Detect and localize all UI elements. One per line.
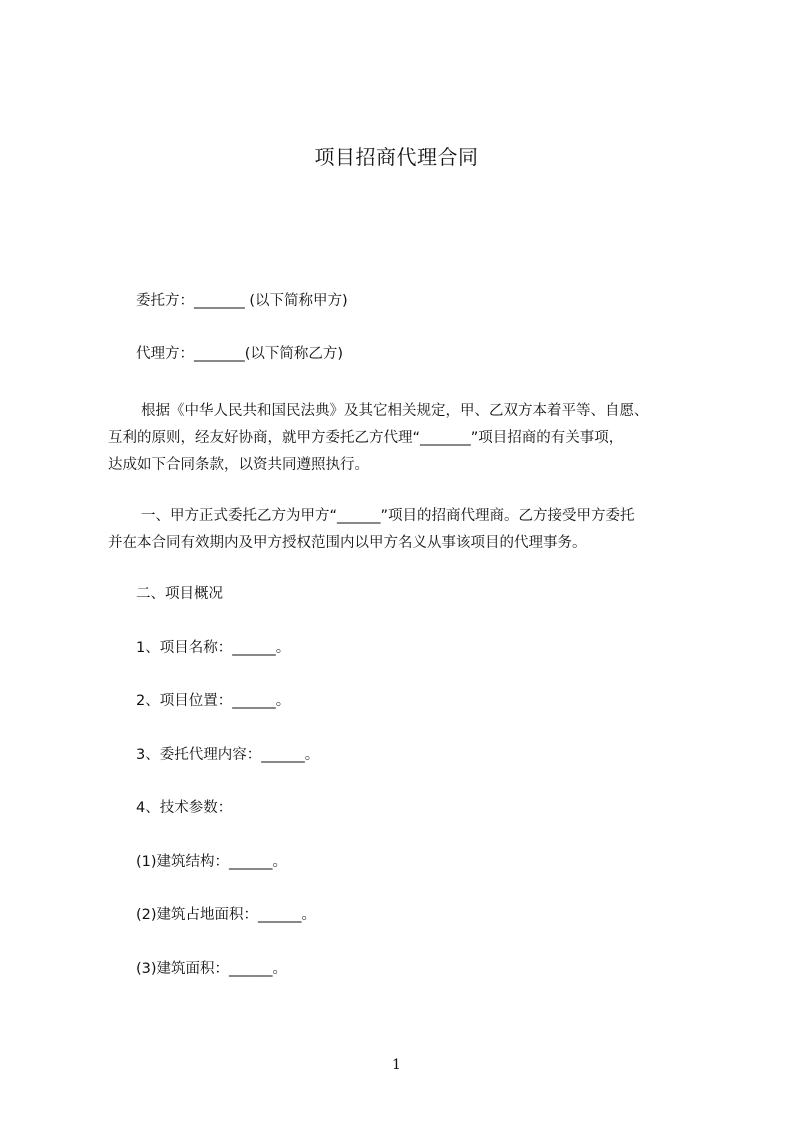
- intro-line-1: 根据《中华人民共和国民法典》及其它相关规定，甲、乙双方本着平等、自愿、: [141, 403, 649, 419]
- party-a-line: 委托方：_______ (以下简称甲方): [136, 293, 348, 309]
- clause-1-line-2: 并在本合同有效期内及甲方授权范围内以甲方名义从事该项目的代理事务。: [108, 535, 587, 551]
- item-project-location: 2、项目位置：______。: [136, 693, 291, 709]
- party-b-line: 代理方：_______(以下简称乙方): [136, 346, 344, 362]
- item-building-structure: (1)建筑结构：______。: [136, 854, 288, 870]
- clause-1-line-1: 一、甲方正式委托乙方为甲方“______”项目的招商代理商。乙方接受甲方委托: [141, 508, 635, 524]
- item-tech-params: 4、技术参数：: [136, 800, 233, 816]
- item-agency-content: 3、委托代理内容：______。: [136, 747, 320, 763]
- intro-line-3: 达成如下合同条款，以资共同遵照执行。: [108, 457, 369, 473]
- clause-2-heading: 二、项目概况: [136, 586, 223, 602]
- item-building-footprint: (2)建筑占地面积：______。: [136, 907, 317, 923]
- page-number: 1: [392, 1057, 401, 1073]
- intro-line-2: 互利的原则，经友好协商，就甲方委托乙方代理“_______”项目招商的有关事项，: [108, 430, 624, 446]
- document-title: 项目招商代理合同: [314, 145, 479, 169]
- item-project-name: 1、项目名称：______。: [136, 640, 291, 656]
- item-building-area: (3)建筑面积：______。: [136, 961, 288, 977]
